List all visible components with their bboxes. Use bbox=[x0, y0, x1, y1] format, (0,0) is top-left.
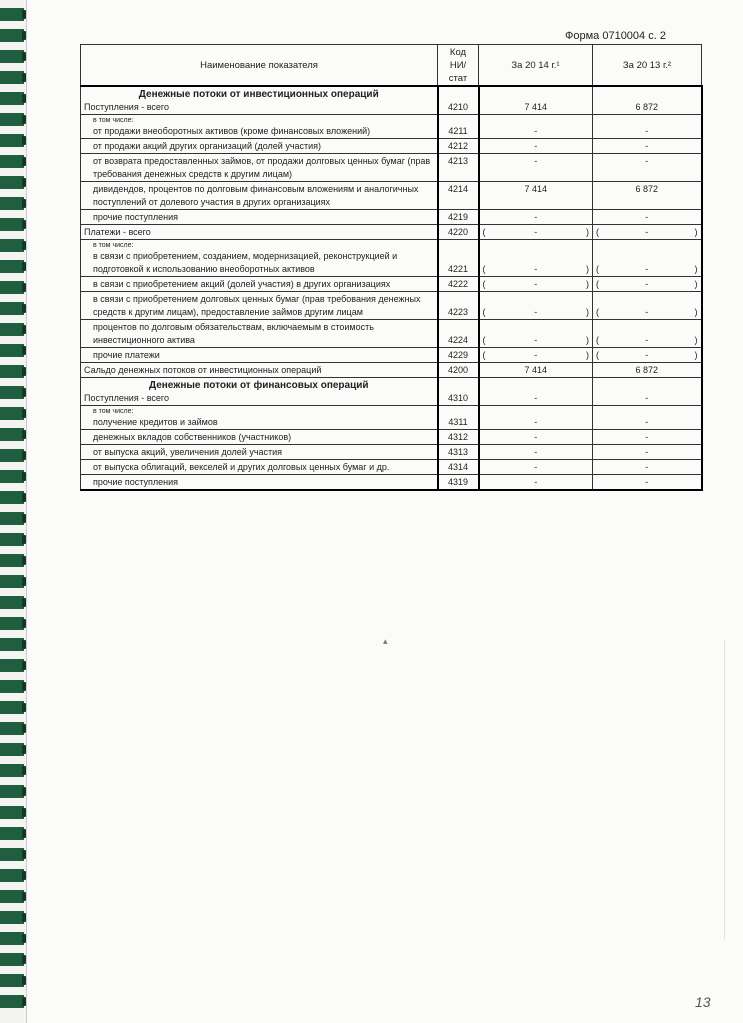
total-label: Платежи - всего bbox=[84, 227, 151, 237]
table-row bbox=[81, 225, 702, 240]
section-title: Денежные потоки от финансовых операций bbox=[148, 380, 369, 391]
value-text: - bbox=[645, 350, 649, 360]
line-code: 4210 bbox=[438, 86, 479, 115]
binding-tab bbox=[0, 281, 24, 294]
binding-tab bbox=[0, 365, 24, 378]
table-row bbox=[81, 348, 702, 363]
value-text: - bbox=[534, 264, 538, 274]
binding-tab bbox=[0, 659, 24, 672]
value-previous-year: - bbox=[593, 378, 702, 406]
binding-tab bbox=[0, 953, 24, 966]
binding-tab bbox=[0, 848, 24, 861]
binding-tab bbox=[0, 407, 24, 420]
table-row bbox=[81, 139, 702, 154]
table-row bbox=[81, 115, 702, 139]
item-label: от возврата предоставленных займов, от продажи долговых ценных бумаг (прав требования денежных средств к другим лицам) bbox=[93, 156, 431, 179]
parenthesized-value bbox=[483, 263, 590, 276]
indicator-name bbox=[81, 445, 438, 460]
indicator-name bbox=[81, 210, 438, 225]
binding-tab bbox=[0, 134, 24, 147]
value-current-year bbox=[479, 225, 593, 240]
parenthesized-value bbox=[596, 334, 698, 347]
indicator-name bbox=[81, 240, 438, 277]
value-previous-year: - bbox=[593, 475, 702, 491]
table-row bbox=[81, 378, 702, 406]
binding-tab bbox=[0, 512, 24, 525]
binding-tab bbox=[0, 911, 24, 924]
open-paren: ( bbox=[596, 227, 599, 237]
line-code: 4313 bbox=[438, 445, 479, 460]
line-code: 4222 bbox=[438, 277, 479, 292]
indicator-name bbox=[81, 182, 438, 210]
binding-tab bbox=[0, 239, 24, 252]
indicator-name bbox=[81, 378, 438, 406]
table-header-row bbox=[81, 45, 702, 87]
item-label: в связи с приобретением акций (долей участия) в других организациях bbox=[93, 279, 391, 289]
open-paren: ( bbox=[482, 264, 486, 274]
in-which-label: в том числе: bbox=[93, 117, 134, 124]
binding-tab bbox=[0, 344, 24, 357]
item-label: от выпуска облигаций, векселей и других долговых ценных бумаг и др. bbox=[93, 462, 390, 472]
section-total-label: Поступления - всего bbox=[84, 393, 169, 403]
value-current-year bbox=[479, 292, 593, 320]
binding-tab bbox=[0, 470, 24, 483]
binding-tab bbox=[0, 386, 24, 399]
binding-tab bbox=[0, 29, 24, 42]
value-current-year: - bbox=[479, 430, 593, 445]
header-name: Наименование показателя bbox=[81, 45, 438, 87]
table-row bbox=[81, 460, 702, 475]
binding-tab bbox=[0, 8, 24, 21]
line-code: 4221 bbox=[438, 240, 479, 277]
line-code: 4219 bbox=[438, 210, 479, 225]
binding-tab bbox=[0, 890, 24, 903]
value-text: - bbox=[534, 227, 538, 237]
binding-tab bbox=[0, 701, 24, 714]
close-paren: ) bbox=[586, 350, 589, 360]
value-current-year: 7 414 bbox=[479, 182, 593, 210]
page-number: 13 bbox=[695, 994, 711, 1010]
value-previous-year: - bbox=[593, 115, 702, 139]
binding-tab bbox=[0, 974, 24, 987]
value-current-year: - bbox=[479, 115, 593, 139]
close-paren: ) bbox=[694, 264, 698, 274]
table-row bbox=[81, 154, 702, 182]
close-paren: ) bbox=[586, 227, 589, 237]
binding-tab bbox=[0, 302, 24, 315]
close-paren: ) bbox=[586, 279, 589, 289]
binding-tab bbox=[0, 806, 24, 819]
item-label: в связи с приобретением, созданием, модернизацией, реконструкцией и подготовкой к использованию внеоборотных активов bbox=[93, 251, 398, 274]
value-text: - bbox=[645, 264, 649, 274]
item-label: от выпуска акций, увеличения долей участия bbox=[93, 447, 283, 457]
value-current-year: - bbox=[479, 154, 593, 182]
value-text: - bbox=[534, 279, 538, 289]
item-label: денежных вкладов собственников (участников) bbox=[93, 432, 292, 442]
binding-tab bbox=[0, 638, 24, 651]
line-code: 4312 bbox=[438, 430, 479, 445]
binding-tab bbox=[0, 113, 24, 126]
indicator-name bbox=[81, 475, 438, 491]
close-paren: ) bbox=[694, 335, 698, 345]
item-label: процентов по долговым обязательствам, включаемым в стоимость инвестиционного актива bbox=[93, 322, 374, 345]
value-current-year: - bbox=[479, 210, 593, 225]
value-current-year: - bbox=[479, 475, 593, 491]
indicator-name bbox=[81, 277, 438, 292]
close-paren: ) bbox=[694, 227, 698, 237]
value-previous-year: 6 872 bbox=[593, 86, 702, 115]
value-current-year: 7 414 bbox=[479, 86, 593, 115]
open-paren: ( bbox=[596, 279, 599, 289]
section-title: Денежные потоки от инвестиционных операций bbox=[138, 89, 379, 100]
page-edge bbox=[26, 0, 27, 1023]
header-col2: За 20 13 г.² bbox=[593, 45, 702, 87]
indicator-name bbox=[81, 115, 438, 139]
indicator-name bbox=[81, 460, 438, 475]
line-code: 4211 bbox=[438, 115, 479, 139]
line-code: 4310 bbox=[438, 378, 479, 406]
item-label: дивидендов, процентов по долговым финансовым вложениям и аналогичных поступлений от долевого участия в других организациях bbox=[93, 184, 419, 207]
value-previous-year: - bbox=[593, 406, 702, 430]
binding-tab bbox=[0, 71, 24, 84]
value-previous-year: - bbox=[593, 154, 702, 182]
binding-tab bbox=[0, 680, 24, 693]
value-previous-year: 6 872 bbox=[593, 363, 702, 378]
indicator-name bbox=[81, 86, 438, 115]
line-code: 4212 bbox=[438, 139, 479, 154]
open-paren: ( bbox=[482, 227, 486, 237]
binding-tab bbox=[0, 50, 24, 63]
parenthesized-value bbox=[596, 263, 698, 276]
in-which-label: в том числе: bbox=[93, 408, 134, 415]
indicator-name bbox=[81, 225, 438, 240]
parenthesized-value bbox=[483, 278, 590, 291]
value-previous-year: - bbox=[593, 210, 702, 225]
value-previous-year: - bbox=[593, 460, 702, 475]
value-previous-year bbox=[593, 320, 702, 348]
value-text: - bbox=[534, 335, 538, 345]
binding-tab bbox=[0, 596, 24, 609]
header-code: Код НИ/ стат bbox=[438, 45, 479, 87]
value-previous-year bbox=[593, 277, 702, 292]
value-current-year bbox=[479, 277, 593, 292]
value-previous-year: - bbox=[593, 445, 702, 460]
open-paren: ( bbox=[596, 335, 599, 345]
value-current-year: - bbox=[479, 139, 593, 154]
item-label: от продажи внеоборотных активов (кроме финансовых вложений) bbox=[93, 126, 371, 136]
value-previous-year: - bbox=[593, 430, 702, 445]
line-code: 4224 bbox=[438, 320, 479, 348]
close-paren: ) bbox=[694, 350, 698, 360]
header-col1: За 20 14 г.¹ bbox=[479, 45, 593, 87]
binding-tab bbox=[0, 722, 24, 735]
value-text: - bbox=[645, 335, 649, 345]
cash-flow-table bbox=[80, 44, 703, 491]
binding-tab bbox=[0, 176, 24, 189]
binding-tab bbox=[0, 449, 24, 462]
table-row bbox=[81, 277, 702, 292]
table-row bbox=[81, 292, 702, 320]
binding-tab bbox=[0, 155, 24, 168]
value-current-year: - bbox=[479, 406, 593, 430]
scan-line bbox=[724, 640, 725, 940]
indicator-name bbox=[81, 430, 438, 445]
value-previous-year: 6 872 bbox=[593, 182, 702, 210]
value-text: - bbox=[645, 279, 649, 289]
close-paren: ) bbox=[586, 307, 589, 317]
close-paren: ) bbox=[586, 264, 589, 274]
binding-tab bbox=[0, 260, 24, 273]
binding-tab bbox=[0, 617, 24, 630]
value-previous-year bbox=[593, 240, 702, 277]
item-label: от продажи акций других организаций (долей участия) bbox=[93, 141, 322, 151]
line-code: 4213 bbox=[438, 154, 479, 182]
item-label: прочие платежи bbox=[93, 350, 160, 360]
parenthesized-value bbox=[596, 226, 698, 239]
binding-tab bbox=[0, 743, 24, 756]
open-paren: ( bbox=[482, 307, 486, 317]
open-paren: ( bbox=[482, 335, 486, 345]
value-text: - bbox=[534, 307, 538, 317]
table-row bbox=[81, 210, 702, 225]
value-previous-year bbox=[593, 292, 702, 320]
parenthesized-value bbox=[596, 306, 698, 319]
binding-tab bbox=[0, 491, 24, 504]
line-code: 4229 bbox=[438, 348, 479, 363]
open-paren: ( bbox=[596, 307, 599, 317]
item-label: получение кредитов и займов bbox=[93, 417, 218, 427]
binding-tab bbox=[0, 764, 24, 777]
line-code: 4214 bbox=[438, 182, 479, 210]
line-code: 4220 bbox=[438, 225, 479, 240]
parenthesized-value bbox=[596, 349, 698, 362]
parenthesized-value bbox=[483, 349, 590, 362]
binding-tab bbox=[0, 323, 24, 336]
value-current-year: - bbox=[479, 460, 593, 475]
value-current-year: - bbox=[479, 378, 593, 406]
indicator-name bbox=[81, 139, 438, 154]
line-code: 4314 bbox=[438, 460, 479, 475]
indicator-name bbox=[81, 154, 438, 182]
line-code: 4223 bbox=[438, 292, 479, 320]
binding-tab bbox=[0, 218, 24, 231]
table-row bbox=[81, 430, 702, 445]
total-label: Сальдо денежных потоков от инвестиционных операций bbox=[84, 365, 322, 375]
line-code: 4200 bbox=[438, 363, 479, 378]
item-label: прочие поступления bbox=[93, 477, 179, 487]
value-current-year bbox=[479, 240, 593, 277]
section-total-label: Поступления - всего bbox=[84, 102, 169, 112]
binding-tab bbox=[0, 428, 24, 441]
binding-tab bbox=[0, 932, 24, 945]
binding-tab bbox=[0, 197, 24, 210]
value-text: - bbox=[645, 307, 649, 317]
indicator-name bbox=[81, 292, 438, 320]
indicator-name bbox=[81, 406, 438, 430]
parenthesized-value bbox=[596, 278, 698, 291]
table-row bbox=[81, 475, 702, 491]
table-row bbox=[81, 363, 702, 378]
close-paren: ) bbox=[694, 307, 698, 317]
open-paren: ( bbox=[482, 279, 486, 289]
table-row bbox=[81, 320, 702, 348]
binding-strip bbox=[0, 0, 27, 1023]
table-row bbox=[81, 240, 702, 277]
value-previous-year bbox=[593, 348, 702, 363]
binding-tab bbox=[0, 575, 24, 588]
open-paren: ( bbox=[596, 264, 599, 274]
open-paren: ( bbox=[596, 350, 599, 360]
binding-tab bbox=[0, 827, 24, 840]
line-code: 4319 bbox=[438, 475, 479, 491]
indicator-name bbox=[81, 363, 438, 378]
item-label: в связи с приобретением долговых ценных бумаг (прав требования денежных средств к другим лицам), предоставление займов другим лицам bbox=[93, 294, 421, 317]
binding-tab bbox=[0, 785, 24, 798]
binding-tab bbox=[0, 869, 24, 882]
close-paren: ) bbox=[586, 335, 589, 345]
table-row bbox=[81, 406, 702, 430]
form-label: Форма 0710004 с. 2 bbox=[565, 30, 666, 42]
close-paren: ) bbox=[694, 279, 698, 289]
binding-tab bbox=[0, 92, 24, 105]
indicator-name bbox=[81, 348, 438, 363]
line-code: 4311 bbox=[438, 406, 479, 430]
value-current-year bbox=[479, 320, 593, 348]
table-row bbox=[81, 445, 702, 460]
item-label: прочие поступления bbox=[93, 212, 179, 222]
value-text: - bbox=[534, 350, 538, 360]
indicator-name bbox=[81, 320, 438, 348]
parenthesized-value bbox=[483, 226, 590, 239]
value-current-year: 7 414 bbox=[479, 363, 593, 378]
value-previous-year: - bbox=[593, 139, 702, 154]
binding-tab bbox=[0, 554, 24, 567]
scan-mark: ▴ bbox=[383, 636, 388, 646]
table-row bbox=[81, 182, 702, 210]
value-current-year: - bbox=[479, 445, 593, 460]
in-which-label: в том числе: bbox=[93, 242, 134, 249]
parenthesized-value bbox=[483, 306, 590, 319]
binding-tab bbox=[0, 995, 24, 1008]
value-current-year bbox=[479, 348, 593, 363]
binding-tab bbox=[0, 533, 24, 546]
parenthesized-value bbox=[483, 334, 590, 347]
value-previous-year bbox=[593, 225, 702, 240]
value-text: - bbox=[645, 227, 649, 237]
table-row bbox=[81, 86, 702, 115]
open-paren: ( bbox=[482, 350, 486, 360]
